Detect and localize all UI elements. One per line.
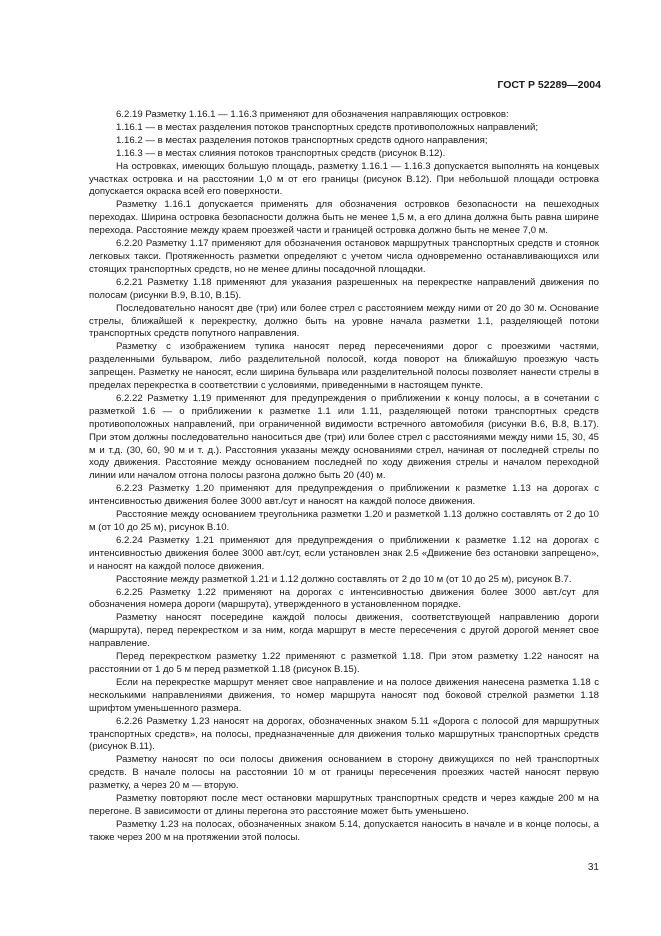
- paragraph: 6.2.26 Разметку 1.23 наносят на дорогах, обозначенных знаком 5.11 «Дорога с полосой для маршрутных транспортных средств», на полосы, предназначенные для движения только маршрутных транспортных средств (рисунок В.11).: [89, 715, 599, 753]
- document-body: [89, 109, 599, 845]
- paragraph: Разметку повторяют после мест остановки маршрутных транспортных средств и через каждые 200 м на перегоне. В зависимости от длины перегона это расстояние может быть уменьшено.: [89, 793, 599, 817]
- paragraph: 6.2.24 Разметку 1.21 применяют для предупреждения о приближении к разметке 1.12 на дорогах с интенсивностью движения более 3000 авт./сут, если установлен знак 2.5 «Движение без остановки запрещено», и наносят на каждой полосе движения.: [89, 534, 599, 572]
- paragraph: Разметку 1.16.1 допускается применять для обозначения островков безопасности на пешеходных переходах. Ширина островка безопасности должна быть не менее 1,5 м, а его длина должна быть равна ширине перехода. Расстояние между краем проезжей части и границей островка должно быть не менее 7,0 м.: [89, 199, 599, 237]
- paragraph: Разметку наносят посередине каждой полосы движения, соответствующей направлению дороги (маршрута), перед перекрестком и за ним, когда маршрут в месте пересечения с другой дорогой меняет свое направление.: [89, 612, 599, 650]
- paragraph: 6.2.23 Разметку 1.20 применяют для предупреждения о приближении к разметке 1.13 на дорогах с интенсивностью движения более 3000 авт./сут и наносят на каждой полосе движения.: [89, 483, 599, 508]
- paragraph: Перед перекрестком разметку 1.22 применяют с разметкой 1.18. При этом разметку 1.22 наносят на расстоянии от 1 до 5 м перед разметкой 1.18 (рисунок В.15).: [89, 651, 599, 675]
- paragraph: 6.2.19 Разметку 1.16.1 — 1.16.3 применяют для обозначения направляющих островков:: [116, 109, 509, 120]
- paragraph: Последовательно наносят две (три) или более стрел с расстоянием между ними от 20 до 30 м. Основание стрелы, ближайшей к перекрестку, должно быть на уровне начала разметки 1.1, разделяющей потоки транспортных средств попутного направления.: [89, 302, 599, 340]
- paragraph: Расстояние между разметкой 1.21 и 1.12 должно составлять от 2 до 10 м (от 10 до 25 м), рисунок В.7.: [116, 573, 572, 585]
- paragraph: На островках, имеющих большую площадь, разметку 1.16.1 — 1.16.3 допускается выполнять на концевых участках островка и на расстоянии 1,0 м от его границы (рисунок В.12). При небольшой площади островка допускается окраска всей его поверхности.: [89, 160, 599, 198]
- paragraph: Разметку с изображением тупика наносят перед пересечениями дорог с проезжими частями, разделенными бульваром, либо разделительной полосой, когда поворот на ближайшую проезжую часть запрещен. Разметку не наносят, если ширина бульвара или разделительной полосы позволяет нанести стрелы в пределах перекрестка в соответствии с условиями, приведенными в настоящем пункте.: [89, 341, 599, 392]
- paragraph: 1.16.3 — в местах слияния потоков транспортных средств (рисунок В.12).: [116, 147, 446, 159]
- paragraph: 6.2.20 Разметку 1.17 применяют для обозначения остановок маршрутных транспортных средств и стоянок легковых такси. Протяженность разметки определяют с учетом числа одновременно останавливающихся или стоящих транспортных средств, но не менее длины посадочной площадки.: [89, 238, 599, 275]
- paragraph: Разметку 1.23 на полосах, обозначенных знаком 5.14, допускается наносить в начале и в конце полосы, а также через 200 м на протяжении этой полосы.: [89, 818, 599, 843]
- paragraph: 6.2.25 Разметку 1.22 применяют на дорогах с интенсивностью движения более 3000 авт./сут для обозначения номера дороги (маршрута), утвержденного в установленном порядке.: [89, 586, 599, 611]
- document-header: ГОСТ Р 52289—2004: [497, 79, 601, 91]
- paragraph: Расстояние между основанием треугольника разметки 1.20 и разметкой 1.13 должно составлять от 2 до 10 м (от 10 до 25 м), рисунок В.10.: [89, 509, 599, 533]
- paragraph: Если на перекрестке маршрут меняет свое направление и на полосе движения нанесена разметка 1.18 с несколькими направлениями движения, то номер маршрута наносят под боковой стрелкой разметки 1.18 шрифтом уменьшенного размера.: [89, 676, 599, 714]
- paragraph: 6.2.22 Разметку 1.19 применяют для предупреждения о приближении к концу полосы, а в сочетании с разметкой 1.6 — о приближении к разметке 1.1 или 1.11, разделяющей потоки транспортных средств противоположных направлений, при ограниченной видимости встречного автомобиля (рисунки В.6, В.8, В.17). При этом должны последовательно наноситься две (три) или более стрел с расстояниями между ними 15, 30, 45 м и т.д. (30, 60, 90 м и т. д.). Расстояния указаны между основаниями стрел, начиная от последней стрелы по ходу движения. Расстояние между основанием последней по ходу движения стрелы и началом переходной линии или началом отгона полосы разгона должно быть 20 (40) м.: [89, 392, 599, 482]
- paragraph: 6.2.21 Разметку 1.18 применяют для указания разрешенных на перекрестке направлений движения по полосам (рисунки В.9, В.10, В.15).: [89, 276, 599, 301]
- paragraph: 1.16.1 — в местах разделения потоков транспортных средств противоположных направлений;: [116, 121, 539, 133]
- paragraph: Разметку наносят по оси полосы движения основанием в сторону движущихся по ней транспортных средств. В начале полосы на расстоянии 10 м от границы пересечения проезжих частей наносят первую разметку, а через 20 м — вторую.: [89, 754, 599, 792]
- paragraph: 1.16.2 — в местах разделения потоков транспортных средств одного направления;: [116, 134, 488, 146]
- page-number: 31: [587, 862, 599, 873]
